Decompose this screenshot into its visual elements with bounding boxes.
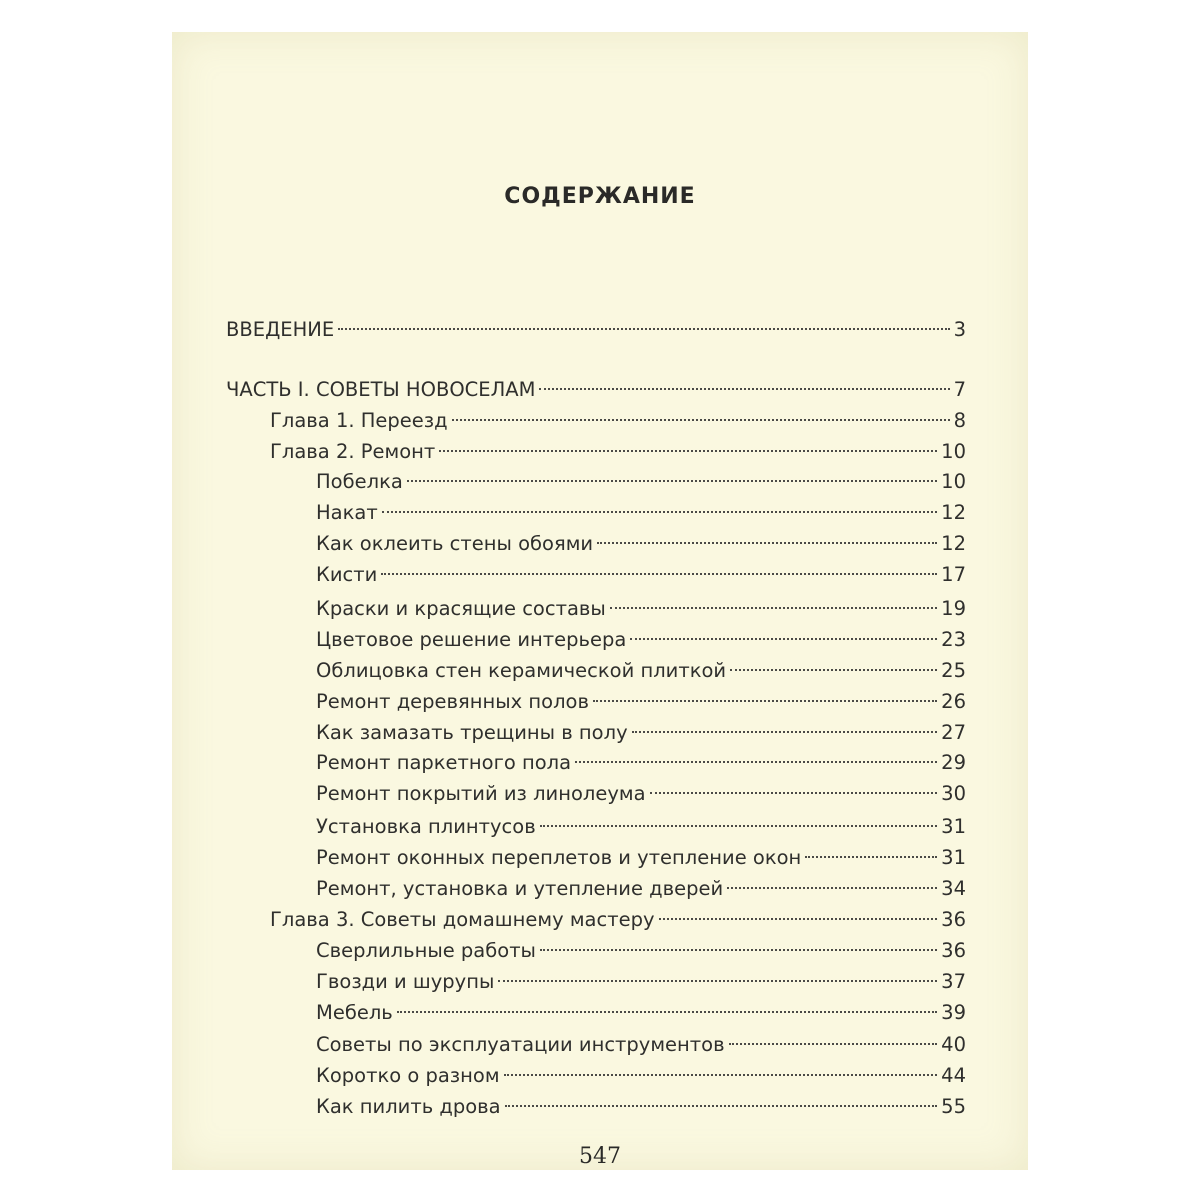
dot-leader [659, 918, 938, 920]
dot-leader [539, 388, 949, 390]
dot-leader [632, 731, 938, 733]
toc-entry-label: Краски и красящие составы [316, 597, 606, 620]
toc-entry-section [316, 625, 966, 655]
toc-entry-page: 34 [941, 877, 966, 900]
toc-entry-label: ВВЕДЕНИЕ [226, 318, 335, 341]
toc-entry-label: Глава 3. Советы домашнему мастеру [270, 908, 655, 931]
toc-entry-page: 17 [941, 563, 966, 586]
dot-leader [610, 607, 937, 609]
toc-entry-section [316, 748, 966, 778]
toc-entry-label: Ремонт деревянных полов [316, 690, 589, 713]
toc-entry-label: Мебель [316, 1001, 393, 1024]
toc-entry-page: 36 [941, 939, 966, 962]
toc-entry-section [316, 874, 966, 904]
dot-leader [439, 450, 937, 452]
dot-leader [338, 328, 949, 330]
toc-entry-label: Цветовое решение интерьера [316, 628, 627, 651]
dot-leader [381, 573, 937, 575]
toc-title: СОДЕРЖАНИЕ [504, 184, 696, 209]
toc-entry-page: 30 [941, 782, 966, 805]
toc-entry-page: 55 [941, 1095, 966, 1118]
dot-leader [452, 419, 950, 421]
toc-entry-page: 44 [941, 1064, 966, 1087]
toc-entry-section [316, 812, 966, 842]
toc-entry-label: Гвозди и шурупы [316, 970, 495, 993]
toc-entry-label: Как оклеить стены обоями [316, 532, 594, 555]
dot-leader [540, 825, 937, 827]
toc-entry-label: Ремонт оконных переплетов и утепление окон [316, 846, 802, 869]
toc-entry-section [316, 1061, 966, 1091]
toc-entry-section [316, 560, 966, 590]
toc-entry-section [316, 529, 966, 559]
toc-entry-chapter-3 [270, 905, 966, 935]
toc-entry-section [316, 718, 966, 748]
toc-entry-chapter-1 [270, 406, 966, 436]
toc-entry-section [316, 779, 966, 809]
toc-entry-label: Сверлильные работы [316, 939, 536, 962]
toc-entry-chapter-2 [270, 437, 966, 467]
dot-leader [630, 638, 937, 640]
toc-entry-label: Ремонт, установка и утепление дверей [316, 877, 724, 900]
toc-entry-section [316, 843, 966, 873]
toc-entry-label: Накат [316, 501, 378, 524]
toc-entry-page: 31 [941, 846, 966, 869]
dot-leader [407, 480, 937, 482]
dot-leader [597, 542, 937, 544]
toc-entry-page: 26 [941, 690, 966, 713]
toc-entry-section [316, 1092, 966, 1122]
toc-entry-page: 29 [941, 751, 966, 774]
toc-entry-page: 19 [941, 597, 966, 620]
toc-entry-section [316, 687, 966, 717]
dot-leader [650, 792, 938, 794]
toc-entry-label: Облицовка стен керамической плиткой [316, 659, 727, 682]
toc-entry-page: 8 [953, 409, 966, 432]
toc-entry-page: 39 [941, 1001, 966, 1024]
toc-entry-page: 3 [953, 318, 966, 341]
toc-entry-page: 37 [941, 970, 966, 993]
toc-entry-page: 10 [941, 440, 966, 463]
toc-entry-page: 31 [941, 815, 966, 838]
toc-entry-section [316, 594, 966, 624]
toc-entry-label: Побелка [316, 470, 403, 493]
toc-entry-label: Ремонт покрытий из линолеума [316, 782, 646, 805]
toc-entry-label: Кисти [316, 563, 378, 586]
dot-leader [575, 761, 937, 763]
page-number: 547 [579, 1144, 621, 1169]
toc-entry-label: Глава 2. Ремонт [270, 440, 436, 463]
toc-entry-section [316, 936, 966, 966]
toc-entry-section [316, 967, 966, 997]
dot-leader [498, 980, 937, 982]
toc-entry-page: 12 [941, 532, 966, 555]
toc-entry-label: Установка плинтусов [316, 815, 536, 838]
toc-entry-section [316, 656, 966, 686]
toc-entry-section [316, 998, 966, 1028]
toc-entry-label: Глава 1. Переезд [270, 409, 448, 432]
toc-entry-page: 23 [941, 628, 966, 651]
dot-leader [805, 856, 937, 858]
dot-leader [504, 1074, 938, 1076]
book-page [172, 32, 1028, 1170]
toc-entry-section [316, 1030, 966, 1060]
dot-leader [593, 700, 937, 702]
toc-entry-section [316, 498, 966, 528]
toc-entry-page: 36 [941, 908, 966, 931]
dot-leader [540, 949, 937, 951]
toc-entry-section [316, 467, 966, 497]
dot-leader [729, 1043, 938, 1045]
toc-entry-part-1 [226, 375, 966, 405]
toc-entry-label: Коротко о разном [316, 1064, 500, 1087]
toc-entry-page: 12 [941, 501, 966, 524]
dot-leader [727, 887, 937, 889]
toc-entry-page: 7 [953, 378, 966, 401]
toc-entry-page: 40 [941, 1033, 966, 1056]
toc-entry-label: Советы по эксплуатации инструментов [316, 1033, 725, 1056]
toc-entry-page: 27 [941, 721, 966, 744]
toc-entry-introduction [226, 315, 966, 345]
dot-leader [730, 669, 937, 671]
dot-leader [505, 1105, 938, 1107]
dot-leader [382, 511, 937, 513]
toc-entry-label: Ремонт паркетного пола [316, 751, 572, 774]
toc-entry-page: 10 [941, 470, 966, 493]
toc-entry-label: Как замазать трещины в полу [316, 721, 628, 744]
toc-entry-page: 25 [941, 659, 966, 682]
toc-entry-label: Как пилить дрова [316, 1095, 501, 1118]
dot-leader [397, 1011, 937, 1013]
toc-entry-label: ЧАСТЬ I. СОВЕТЫ НОВОСЕЛАМ [226, 378, 536, 401]
